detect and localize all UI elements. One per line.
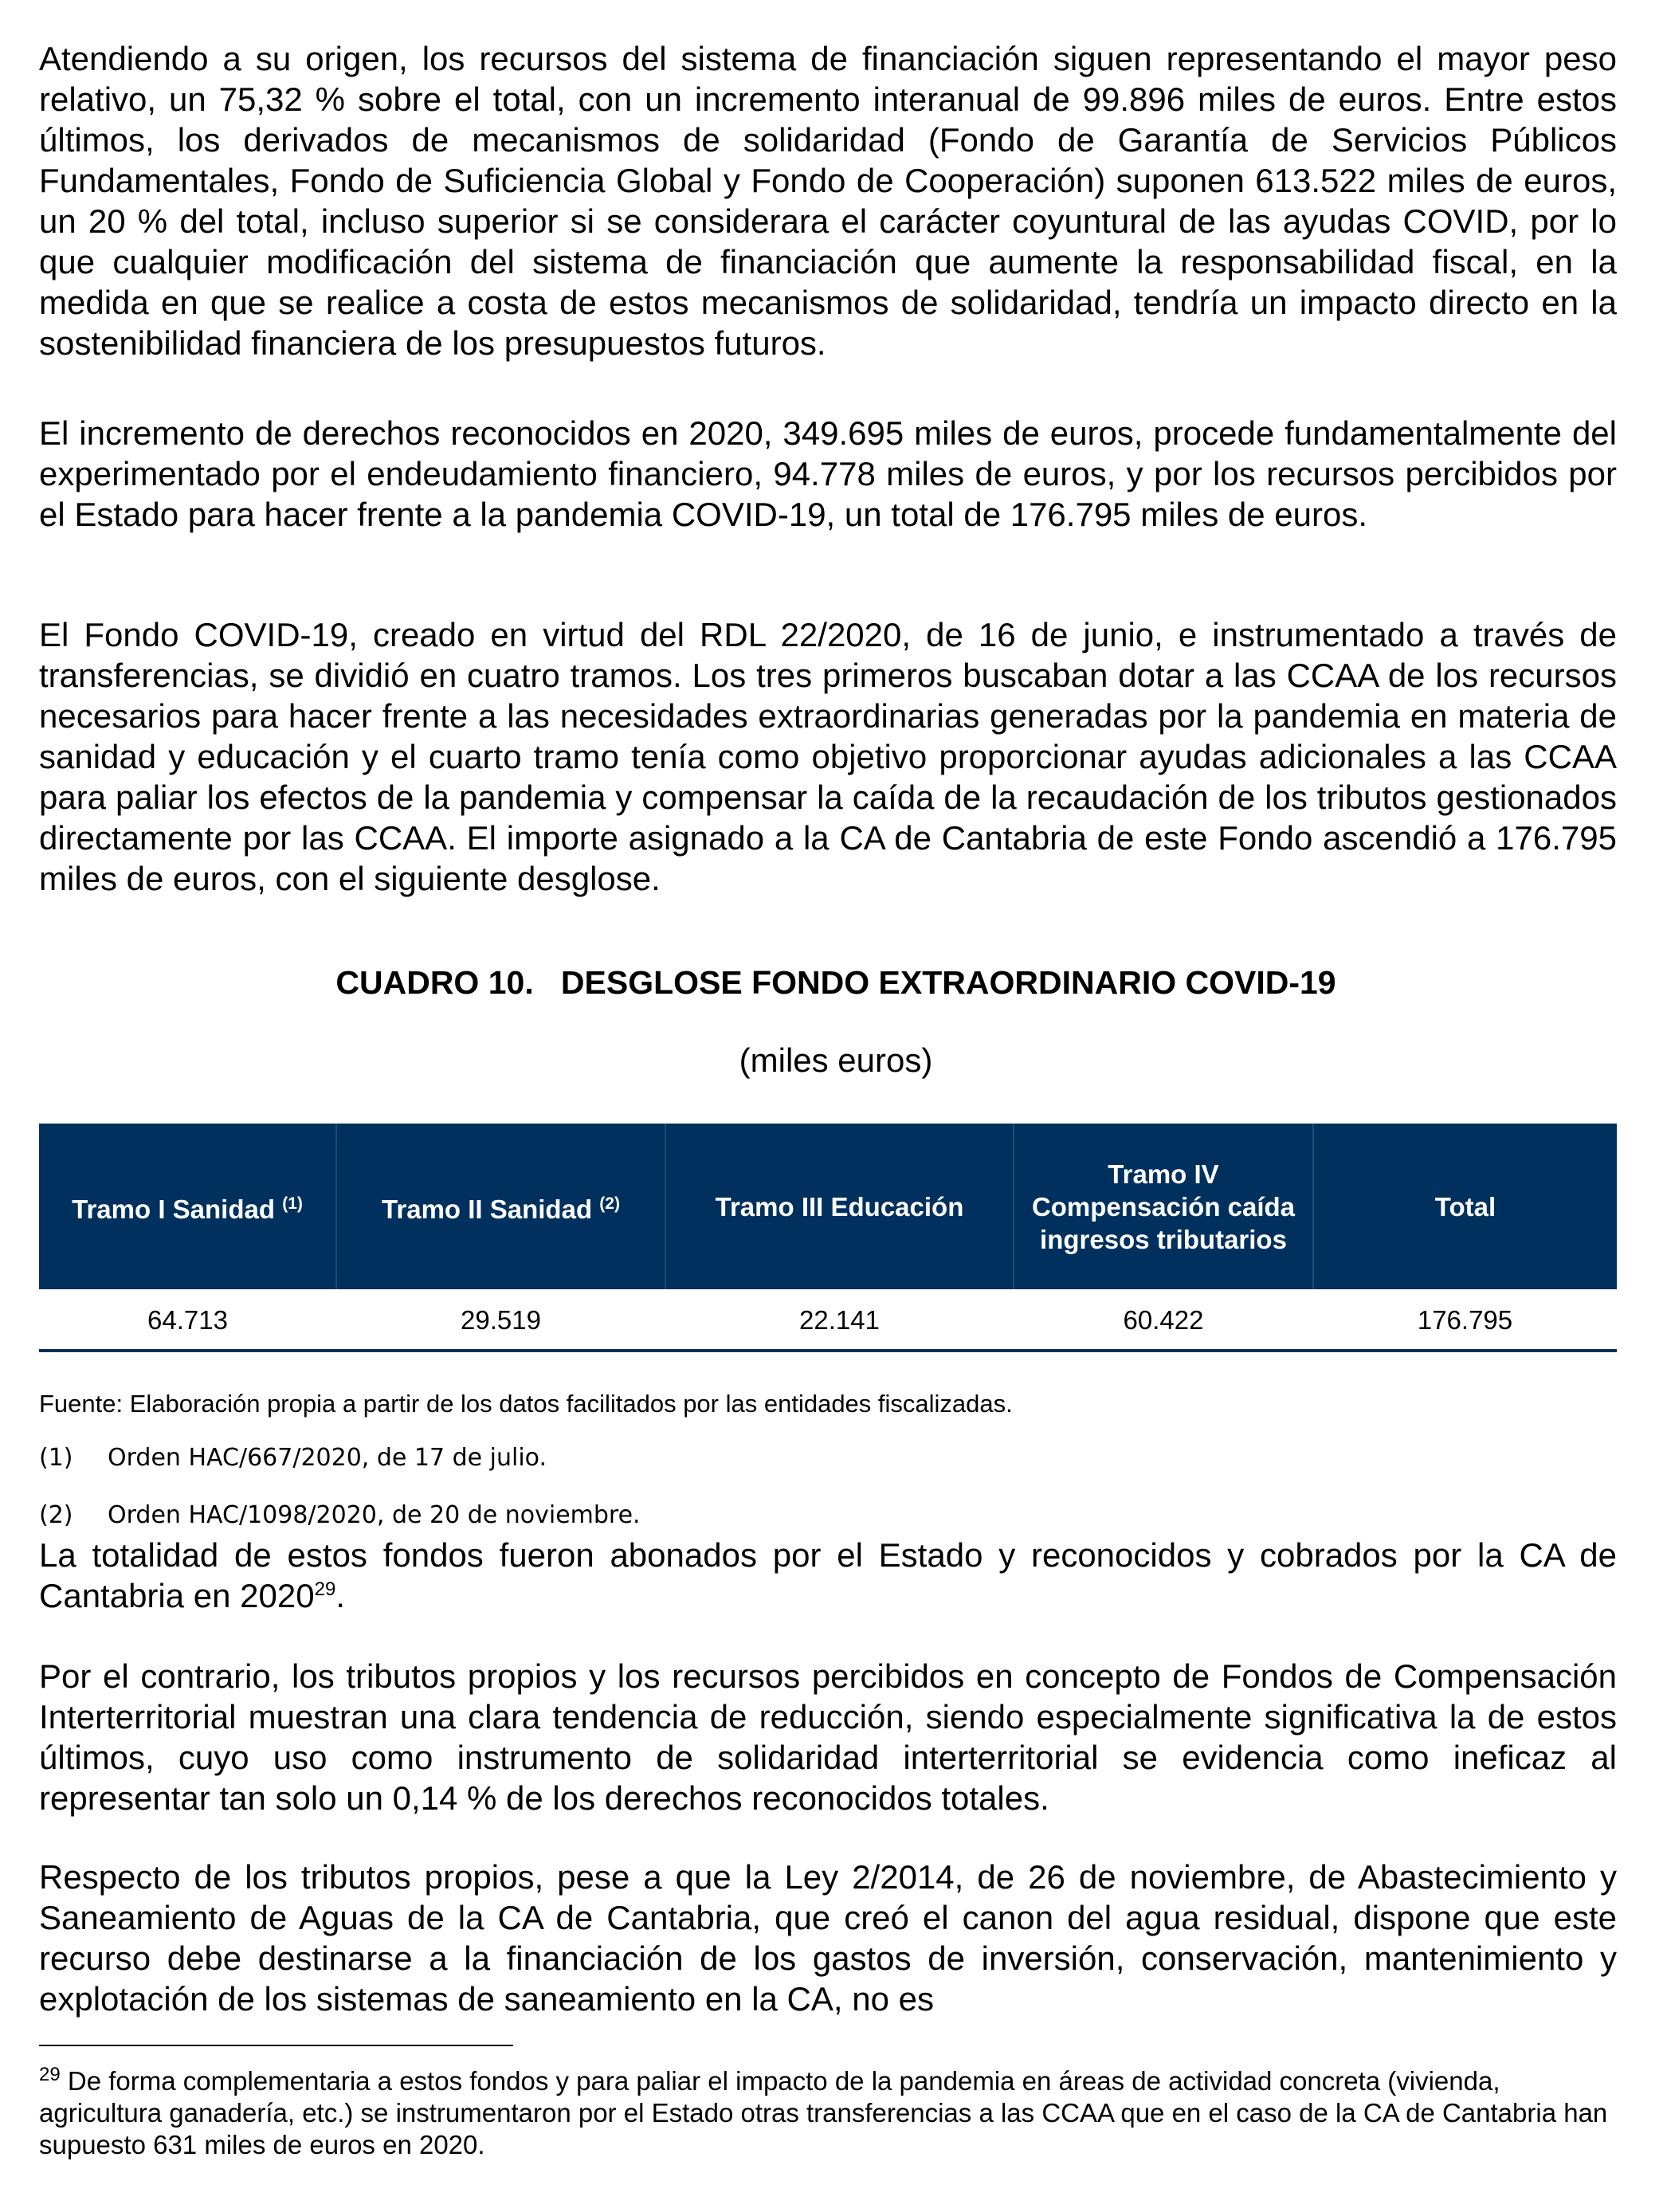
paragraph-rights-increase: El incremento de derechos reconocidos en 2020, 349.695 miles de euros, procede fundamentalmente del experimentado por el endeudamiento financiero, 94.778 miles de euros, y por los recursos percibidos por el Estado para hacer frente a la pandemia COVID-19, un total de 176.795 miles de euros.	[39, 414, 1617, 533]
note-number: (1)	[39, 1444, 73, 1472]
footnote-29	[39, 2065, 1617, 2161]
header-total	[1313, 1124, 1617, 1289]
header-label: Total	[1434, 1191, 1496, 1222]
cell-tramo-iv: 60.422	[1014, 1289, 1313, 1351]
table-note-2	[39, 1500, 641, 1532]
cell-tramo-iii: 22.141	[665, 1289, 1014, 1351]
paragraph-covid-fund: El Fondo COVID-19, creado en virtud del RDL 22/2020, de 16 de junio, e instrumentado a través de transferencias, se dividió en cuatro tramos. Los tres primeros buscaban dotar a las CCAA de los recursos necesarios para hacer frente a las necesidades extraordinarias generadas por la pandemia en materia de sanidad y educación y el cuarto tramo tenía como objetivo proporcionar ayudas adicionales a las CCAA para paliar los efectos de la pandemia y compensar la caída de la recaudación de los tributos gestionados directamente por las CCAA. El importe asignado a la CA de Cantabria de este Fondo ascendió a 176.795 miles de euros, con el siguiente desglose.	[39, 616, 1617, 897]
header-tramo-iv	[1014, 1124, 1313, 1289]
cell-total: 176.795	[1313, 1289, 1617, 1351]
paragraph-funds-paid	[39, 1535, 1617, 1616]
header-label: Tramo I Sanidad	[72, 1194, 276, 1224]
header-tramo-iii	[665, 1124, 1014, 1289]
footnote-text: De forma complementaria a estos fondos y para paliar el impacto de la pandemia en áreas de actividad concreta (vivienda, agricultura ganadería, etc.) se instrumentaron por el Estado otras transferencias a las CCAA que en el caso de la CA de Cantabria han supuesto 631 miles de euros en 2020.	[39, 2066, 1608, 2159]
table-title: CUADRO 10. DESGLOSE FONDO EXTRAORDINARIO COVID-19	[335, 964, 1336, 1001]
header-label: Tramo IV Compensación caída ingresos tributarios	[1031, 1159, 1296, 1254]
paragraph-own-taxes-law: Respecto de los tributos propios, pese a que la Ley 2/2014, de 26 de noviembre, de Abastecimiento y Saneamiento de Aguas de la CA de Cantabria, que creó el canon del agua residual, dispone que este recurso debe destinarse a la financiación de los gastos de inversión, conservación, mantenimiento y explotación de los sistemas de saneamiento en la CA, no es	[39, 1858, 1617, 2018]
footnote-divider	[39, 2045, 513, 2046]
header-tramo-ii	[336, 1124, 665, 1289]
paragraph-text: La totalidad de estos fondos fueron abonados por el Estado y reconocidos y cobrados por la CA de Cantabria en 2020	[39, 1536, 1617, 1614]
footnote-reference[interactable]: 29	[314, 1579, 336, 1600]
footnote-number: 29	[39, 2064, 61, 2085]
note-number: (2)	[39, 1501, 73, 1529]
table-source: Fuente: Elaboración propia a partir de los datos facilitados por las entidades fiscalizadas.	[39, 1390, 1013, 1418]
paragraph-financing-origin: Atendiendo a su origen, los recursos del sistema de financiación siguen representando el mayor peso relativo, un 75,32 % sobre el total, con un incremento interanual de 99.896 miles de euros. Entre estos últimos, los derivados de mecanismos de solidaridad (Fondo de Garantía de Servicios Públicos Fundamentales, Fondo de Suficiencia Global y Fondo de Cooperación) suponen 613.522 miles de euros, un 20 % del total, incluso superior si se considerara el carácter coyuntural de las ayudas COVID, por lo que cualquier modificación del sistema de financiación que aumente la responsabilidad fiscal, en la medida en que se realice a costa de estos mecanismos de solidaridad, tendría un impacto directo en la sostenibilidad financiera de los presupuestos futuros.	[39, 40, 1617, 362]
header-note: (1)	[282, 1194, 303, 1213]
header-tramo-i	[39, 1124, 336, 1289]
table-note-1	[39, 1442, 547, 1474]
paragraph-end: .	[335, 1577, 345, 1614]
note-text: Orden HAC/667/2020, de 17 de julio.	[108, 1444, 547, 1472]
table-subtitle: (miles euros)	[739, 1041, 933, 1079]
table-header-row	[39, 1124, 1617, 1289]
header-label: Tramo II Sanidad	[382, 1194, 593, 1224]
covid-fund-table	[39, 1124, 1617, 1352]
header-label: Tramo III Educación	[715, 1191, 964, 1222]
cell-tramo-ii: 29.519	[336, 1289, 665, 1351]
header-note: (2)	[599, 1194, 620, 1213]
table-row	[39, 1289, 1617, 1351]
paragraph-own-taxes-trend: Por el contrario, los tributos propios y los recursos percibidos en concepto de Fondos de Compensación Interterritorial muestran una clara tendencia de reducción, siendo especialmente significativa la de estos últimos, cuyo uso como instrumento de solidaridad interterritorial se evidencia como ineficaz al representar tan solo un 0,14 % de los derechos reconocidos totales.	[39, 1657, 1617, 1817]
note-text: Orden HAC/1098/2020, de 20 de noviembre.	[108, 1501, 641, 1529]
cell-tramo-i: 64.713	[39, 1289, 336, 1351]
